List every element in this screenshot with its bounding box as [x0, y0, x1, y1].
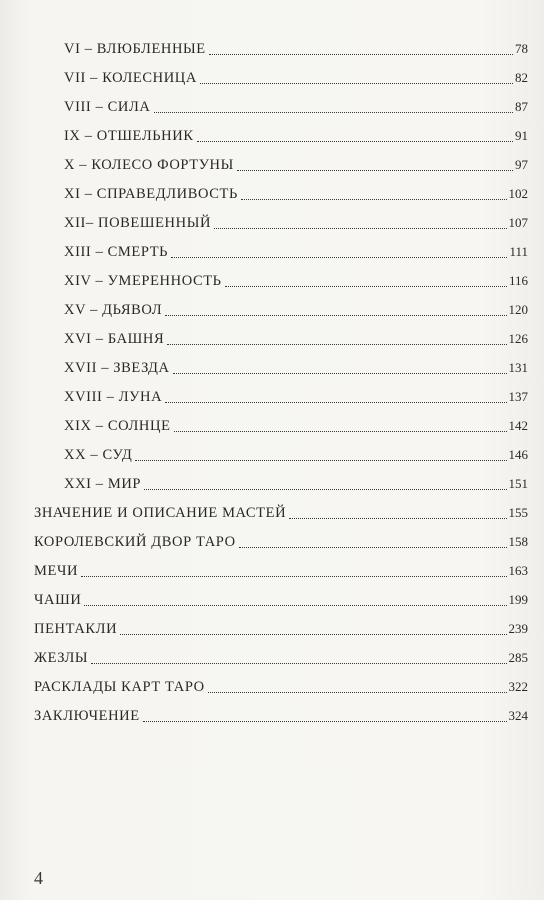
toc-entry-page: 102	[508, 186, 528, 201]
toc-entry-page: 97	[515, 157, 528, 172]
toc-entry	[0, 465, 528, 494]
toc-entry	[0, 436, 528, 465]
toc-entry	[0, 233, 528, 262]
toc-entry-page: 151	[508, 476, 528, 491]
toc-entry-title: XIII – СМЕРТЬ	[64, 244, 169, 260]
dot-leader	[225, 286, 507, 287]
toc-entry-page: 82	[515, 70, 528, 85]
dot-leader	[81, 576, 506, 577]
toc-entry-page: 126	[508, 331, 528, 346]
toc-entry-title: ЧАШИ	[34, 592, 82, 608]
toc-entry-title: XII– ПОВЕШЕННЫЙ	[64, 215, 212, 231]
toc-entry-page: 324	[508, 708, 528, 723]
toc-entry-page: 199	[508, 592, 528, 607]
dot-leader	[165, 402, 506, 403]
toc-entry	[0, 610, 528, 639]
dot-leader	[241, 199, 507, 200]
dot-leader	[154, 112, 513, 113]
toc-entry-title: XV – ДЬЯВОЛ	[64, 302, 163, 318]
toc-entry-title: XVI – БАШНЯ	[64, 331, 165, 347]
toc-entry-title: IX – ОТШЕЛЬНИК	[64, 128, 194, 144]
dot-leader	[208, 692, 507, 693]
dot-leader	[197, 141, 513, 142]
toc-entry-title: ЖЕЗЛЫ	[34, 650, 89, 666]
toc-entry-title: X – КОЛЕСО ФОРТУНЫ	[64, 157, 234, 173]
toc-entry-title: РАСКЛАДЫ КАРТ ТАРО	[34, 679, 205, 695]
toc-entry-page: 78	[515, 41, 528, 56]
toc-entry-title: XI – СПРАВЕДЛИВОСТЬ	[64, 186, 238, 202]
toc-entry	[0, 494, 528, 523]
toc-entry	[0, 175, 528, 204]
toc-entry	[0, 291, 528, 320]
toc-entry	[0, 523, 528, 552]
toc-entry-title: ЗАКЛЮЧЕНИЕ	[34, 708, 140, 724]
dot-leader	[167, 344, 506, 345]
toc-entry-title: XXI – МИР	[64, 476, 142, 492]
dot-leader	[239, 547, 507, 548]
dot-leader	[289, 518, 506, 519]
toc-entry-title: XX – СУД	[64, 447, 133, 463]
toc-entry-page: 155	[508, 505, 528, 520]
dot-leader	[209, 54, 513, 55]
dot-leader	[135, 460, 506, 461]
dot-leader	[91, 663, 506, 664]
toc-entry	[0, 697, 528, 726]
toc-entry-page: 111	[509, 244, 528, 259]
toc-entry	[0, 146, 528, 175]
toc-entry-title: VIII – СИЛА	[64, 99, 151, 115]
toc-entry-page: 120	[508, 302, 528, 317]
table-of-contents	[0, 30, 544, 726]
toc-entry-title: XIX – СОЛНЦЕ	[64, 418, 171, 434]
toc-entry-title: VII – КОЛЕСНИЦА	[64, 70, 197, 86]
dot-leader	[171, 257, 507, 258]
toc-entry-title: КОРОЛЕВСКИЙ ДВОР ТАРО	[34, 534, 236, 550]
toc-entry-page: 163	[508, 563, 528, 578]
dot-leader	[200, 83, 513, 84]
toc-entry	[0, 59, 528, 88]
toc-entry-page: 158	[508, 534, 528, 549]
toc-entry-page: 146	[508, 447, 528, 462]
toc-entry-title: XIV – УМЕРЕННОСТЬ	[64, 273, 222, 289]
dot-leader	[143, 721, 507, 722]
toc-entry-page: 91	[515, 128, 528, 143]
dot-leader	[173, 373, 507, 374]
toc-entry	[0, 30, 528, 59]
dot-leader	[144, 489, 506, 490]
toc-entry-page: 285	[508, 650, 528, 665]
toc-entry	[0, 349, 528, 378]
toc-entry-page: 142	[508, 418, 528, 433]
dot-leader	[84, 605, 506, 606]
toc-entry-title: ЗНАЧЕНИЕ И ОПИСАНИЕ МАСТЕЙ	[34, 505, 287, 521]
toc-entry	[0, 407, 528, 436]
toc-entry	[0, 668, 528, 697]
toc-entry	[0, 262, 528, 291]
toc-entry-page: 116	[508, 273, 528, 288]
toc-entry	[0, 204, 528, 233]
toc-entry-page: 87	[515, 99, 528, 114]
toc-entry-page: 322	[508, 679, 528, 694]
toc-entry-page: 239	[508, 621, 528, 636]
toc-entry-page: 137	[508, 389, 528, 404]
toc-entry	[0, 581, 528, 610]
toc-entry	[0, 117, 528, 146]
toc-entry-page: 107	[508, 215, 528, 230]
toc-entry	[0, 552, 528, 581]
toc-entry-title: ПЕНТАКЛИ	[34, 621, 118, 637]
dot-leader	[214, 228, 506, 229]
dot-leader	[120, 634, 506, 635]
toc-entry-title: МЕЧИ	[34, 563, 79, 579]
dot-leader	[165, 315, 506, 316]
page-number: 4	[34, 868, 43, 888]
toc-entry	[0, 378, 528, 407]
dot-leader	[174, 431, 507, 432]
toc-entry-title: VI – ВЛЮБЛЕННЫЕ	[64, 41, 206, 57]
toc-entry-title: XVII – ЗВЕЗДА	[64, 360, 170, 376]
toc-entry	[0, 639, 528, 668]
toc-entry-page: 131	[508, 360, 528, 375]
toc-entry-title: XVIII – ЛУНА	[64, 389, 163, 405]
dot-leader	[237, 170, 513, 171]
toc-entry	[0, 88, 528, 117]
toc-entry	[0, 320, 528, 349]
